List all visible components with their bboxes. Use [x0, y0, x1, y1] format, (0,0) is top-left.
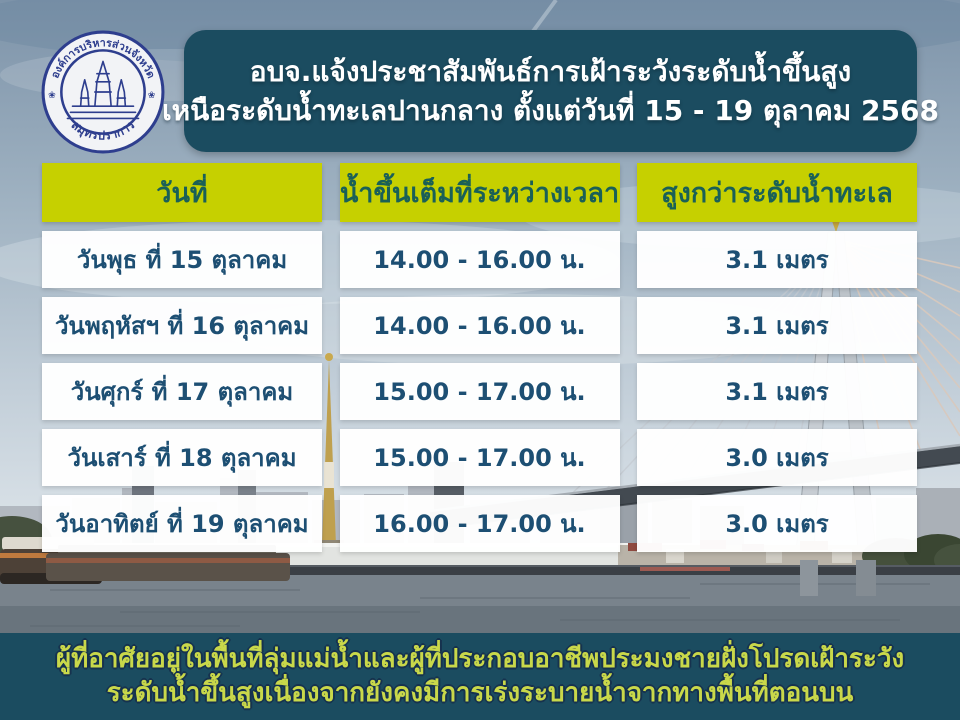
warning-line-2: ระดับน้ำขึ้นสูงเนื่องจากยังคงมีการเร่งระบายน้ำจากทางพื้นที่ตอนบน	[106, 678, 854, 708]
date-cell: วันศุกร์ ที่ 17 ตุลาคม	[42, 363, 322, 420]
time-cell: 14.00 - 16.00 น.	[340, 297, 620, 354]
title-line-2: เหนือระดับน้ำทะเลปานกลาง ตั้งแต่วันที่ 15 - 19 ตุลาคม 2568	[162, 93, 939, 127]
col-header-height: สูงกว่าระดับน้ำทะเล	[637, 163, 917, 222]
time-cell: 15.00 - 17.00 น.	[340, 429, 620, 486]
date-cell: วันเสาร์ ที่ 18 ตุลาคม	[42, 429, 322, 486]
seal-ring-bottom-text: สมุทรปราการ	[68, 117, 138, 143]
date-cell: วันอาทิตย์ ที่ 19 ตุลาคม	[42, 495, 322, 552]
flower-icon: ❀	[48, 91, 56, 102]
seal-graphic	[40, 29, 166, 155]
title-banner	[162, 30, 939, 152]
title-line-1: อบจ.แจ้งประชาสัมพันธ์การเฝ้าระวังระดับน้ำขึ้นสูง	[249, 54, 852, 88]
height-cell: 3.0 เมตร	[637, 495, 917, 552]
warning-line-1: ผู้ที่อาศัยอยู่ในพื้นที่ลุ่มแม่น้ำและผู้ที่ประกอบอาชีพประมงชายฝั่งโปรดเฝ้าระวัง	[55, 643, 905, 674]
height-cell: 3.1 เมตร	[637, 363, 917, 420]
tide-table	[42, 163, 917, 552]
height-cell: 3.0 เมตร	[637, 429, 917, 486]
height-cell: 3.1 เมตร	[637, 231, 917, 288]
time-cell: 14.00 - 16.00 น.	[340, 231, 620, 288]
date-cell: วันพุธ ที่ 15 ตุลาคม	[42, 231, 322, 288]
date-cell: วันพฤหัสฯ ที่ 16 ตุลาคม	[42, 297, 322, 354]
organization-seal	[40, 29, 166, 155]
height-cell: 3.1 เมตร	[637, 297, 917, 354]
time-cell: 15.00 - 17.00 น.	[340, 363, 620, 420]
col-header-time: น้ำขึ้นเต็มที่ระหว่างเวลา	[340, 163, 620, 222]
warning-banner	[0, 633, 960, 720]
col-header-date: วันที่	[42, 163, 322, 222]
seal-ring-top-text: องค์การบริหารส่วนจังหวัด	[48, 36, 158, 81]
time-cell: 16.00 - 17.00 น.	[340, 495, 620, 552]
flower-icon: ❀	[147, 91, 156, 102]
